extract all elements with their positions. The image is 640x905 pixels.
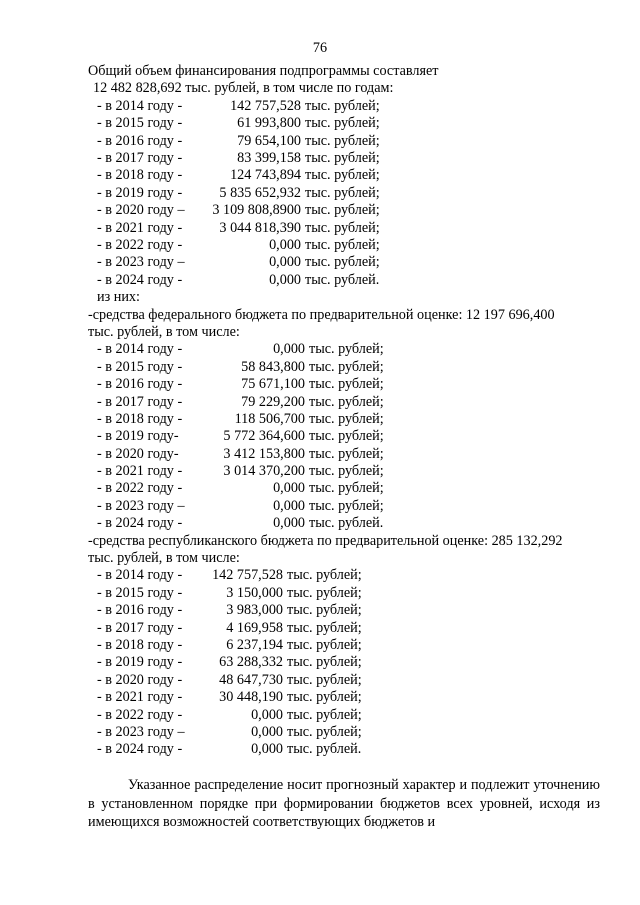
amount-value: 5 835 652,932 [219,184,301,201]
amount-value: 63 288,332 [219,654,283,671]
amount-value: 0,000 [269,236,301,253]
year-row [88,637,600,654]
amount-value: 3 109 808,8900 [212,202,301,219]
year-label: - в 2014 году - [97,341,183,358]
federal-budget-line: -средства федерального бюджета по предварительной оценке: 12 197 696,400 [88,306,555,323]
amount-value: 0,000 [251,706,283,723]
year-row [88,376,600,393]
year-row [88,446,600,463]
year-row [88,115,600,132]
unit-label: тыс. рублей. [305,271,380,288]
unit-label: тыс. рублей; [305,184,380,201]
year-row [88,498,600,515]
unit-label: тыс. рублей; [287,671,362,688]
unit-label: тыс. рублей; [309,497,384,514]
unit-label: тыс. рублей; [287,654,362,671]
amount-value: 118 506,700 [234,410,305,427]
federal-budget-line-cont: тыс. рублей, в том числе: [88,323,240,340]
unit-label: тыс. рублей; [287,602,362,619]
unit-label: тыс. рублей; [287,619,362,636]
year-label: - в 2017 году - [97,619,183,636]
amount-value: 83 399,158 [237,149,301,166]
year-label: - в 2024 году - [97,515,183,532]
year-label: - в 2020 году - [97,671,183,688]
year-label: - в 2020 году – [97,202,185,219]
year-row [88,480,600,497]
amount-value: 142 757,528 [212,567,283,584]
year-label: - в 2015 году - [97,115,183,132]
year-label: - в 2017 году - [97,393,183,410]
year-label: - в 2015 году - [97,358,183,375]
year-label: - в 2024 году - [97,741,183,758]
year-row [88,185,600,202]
unit-label: тыс. рублей; [305,167,380,184]
year-label: - в 2022 году - [97,706,183,723]
year-row [88,689,600,706]
amount-value: 124 743,894 [230,167,301,184]
unit-label: тыс. рублей; [305,97,380,114]
year-label: - в 2014 году - [97,97,183,114]
year-row [88,237,600,254]
year-row [88,741,600,758]
amount-value: 58 843,800 [241,358,305,375]
amount-value: 0,000 [273,497,305,514]
year-label: - в 2019 году- [97,428,179,445]
page-number: 76 [312,40,328,56]
amount-value: 61 993,800 [237,115,301,132]
closing-paragraph: Указанное распределение носит прогнозный характер и подлежит уточнению в установленном порядке при формировании бюджетов всех уровней, исходя из имеющихся возможностей соответствующих бюджетов и [88,777,600,831]
amount-value: 0,000 [251,741,283,758]
year-row [88,620,600,637]
year-label: - в 2022 году - [97,236,183,253]
amount-value: 30 448,190 [219,689,283,706]
amount-value: 75 671,100 [241,376,305,393]
year-row [88,724,600,741]
amount-value: 0,000 [273,515,305,532]
amount-value: 3 412 153,800 [223,445,305,462]
unit-label: тыс. рублей; [305,132,380,149]
year-row [88,202,600,219]
unit-label: тыс. рублей; [309,445,384,462]
amount-value: 6 237,194 [226,637,283,653]
year-row [88,272,600,289]
year-row [88,359,600,376]
unit-label: тыс. рублей; [305,236,380,253]
year-row [88,254,600,271]
year-label: - в 2020 году- [97,445,179,462]
amount-value: 0,000 [269,271,301,288]
year-row [88,98,600,115]
republic-budget-line: -средства республиканского бюджета по предварительной оценке: 285 132,292 [88,532,563,549]
year-row [88,654,600,671]
unit-label: тыс. рублей; [305,115,380,132]
year-label: - в 2018 году - [97,167,183,184]
year-row [88,602,600,619]
year-row [88,585,600,602]
year-label: - в 2022 году - [97,480,183,497]
year-row [88,707,600,724]
unit-label: тыс. рублей. [309,515,384,532]
amount-value: 0,000 [273,341,305,358]
unit-label: тыс. рублей; [309,393,384,410]
year-label: - в 2021 году - [97,689,183,706]
unit-label: тыс. рублей; [287,706,362,723]
unit-label: тыс. рублей; [305,202,380,219]
year-label: - в 2015 году - [97,584,183,601]
federal-by-year-list [88,341,600,532]
amount-value: 3 983,000 [226,602,283,619]
year-label: - в 2019 году - [97,184,183,201]
year-label: - в 2023 году – [97,497,185,514]
financing-section [88,63,600,759]
year-row [88,428,600,445]
amount-value: 0,000 [269,254,301,271]
year-row [88,394,600,411]
year-label: - в 2023 году – [97,254,185,271]
amount-value: 3 044 818,390 [219,219,301,236]
of-which-label: из них: [97,289,140,306]
amount-value: 79 654,100 [237,132,301,149]
year-label: - в 2016 году - [97,602,183,619]
year-row [88,341,600,358]
unit-label: тыс. рублей; [305,254,380,271]
year-label: - в 2019 году - [97,654,183,671]
amount-value: 3 014 370,200 [223,463,305,480]
unit-label: тыс. рублей; [309,376,384,393]
year-label: - в 2021 году - [97,219,183,236]
year-row [88,167,600,184]
unit-label: тыс. рублей; [309,341,384,358]
republic-by-year-list [88,567,600,758]
year-label: - в 2024 году - [97,271,183,288]
intro-total-line: 12 482 828,692 тыс. рублей, в том числе по годам: [93,80,394,97]
unit-label: тыс. рублей; [305,219,380,236]
amount-value: 142 757,528 [230,97,301,114]
year-row [88,463,600,480]
unit-label: тыс. рублей; [309,358,384,375]
amount-value: 79 229,200 [241,393,305,410]
unit-label: тыс. рублей; [287,689,362,706]
year-label: - в 2014 году - [97,567,183,584]
unit-label: тыс. рублей; [287,723,362,740]
year-label: - в 2017 году - [97,149,183,166]
year-label: - в 2023 году – [97,723,185,740]
year-label: - в 2016 году - [97,376,183,393]
amount-value: 4 169,958 [226,619,283,636]
year-row [88,411,600,428]
amount-value: 3 150,000 [226,584,283,601]
amount-value: 0,000 [251,723,283,740]
year-row [88,150,600,167]
year-row [88,567,600,584]
year-row [88,220,600,237]
unit-label: тыс. рублей; [287,567,362,584]
amount-value: 0,000 [273,480,305,497]
year-label: - в 2018 году - [97,410,183,427]
year-label: - в 2021 году - [97,463,183,480]
year-label: - в 2016 году - [97,132,183,149]
unit-label: тыс. рублей; [309,480,384,497]
amount-value: 5 772 364,600 [223,428,305,445]
unit-label: тыс. рублей; [287,584,362,601]
republic-budget-line-cont: тыс. рублей, в том числе: [88,550,240,567]
year-row [88,133,600,150]
unit-label: тыс. рублей; [309,410,384,427]
amount-value: 48 647,730 [219,671,283,688]
unit-label: тыс. рублей. [287,741,362,758]
intro-line: Общий объем финансирования подпрограммы составляет [88,63,439,79]
total-by-year-list [88,98,600,289]
year-row [88,515,600,532]
unit-label: тыс. рублей; [309,463,384,480]
year-row [88,672,600,689]
unit-label: тыс. рублей; [309,428,384,445]
unit-label: тыс. рублей; [305,149,380,166]
year-label: - в 2018 году - [97,637,183,653]
unit-label: тыс. рублей; [287,637,362,653]
